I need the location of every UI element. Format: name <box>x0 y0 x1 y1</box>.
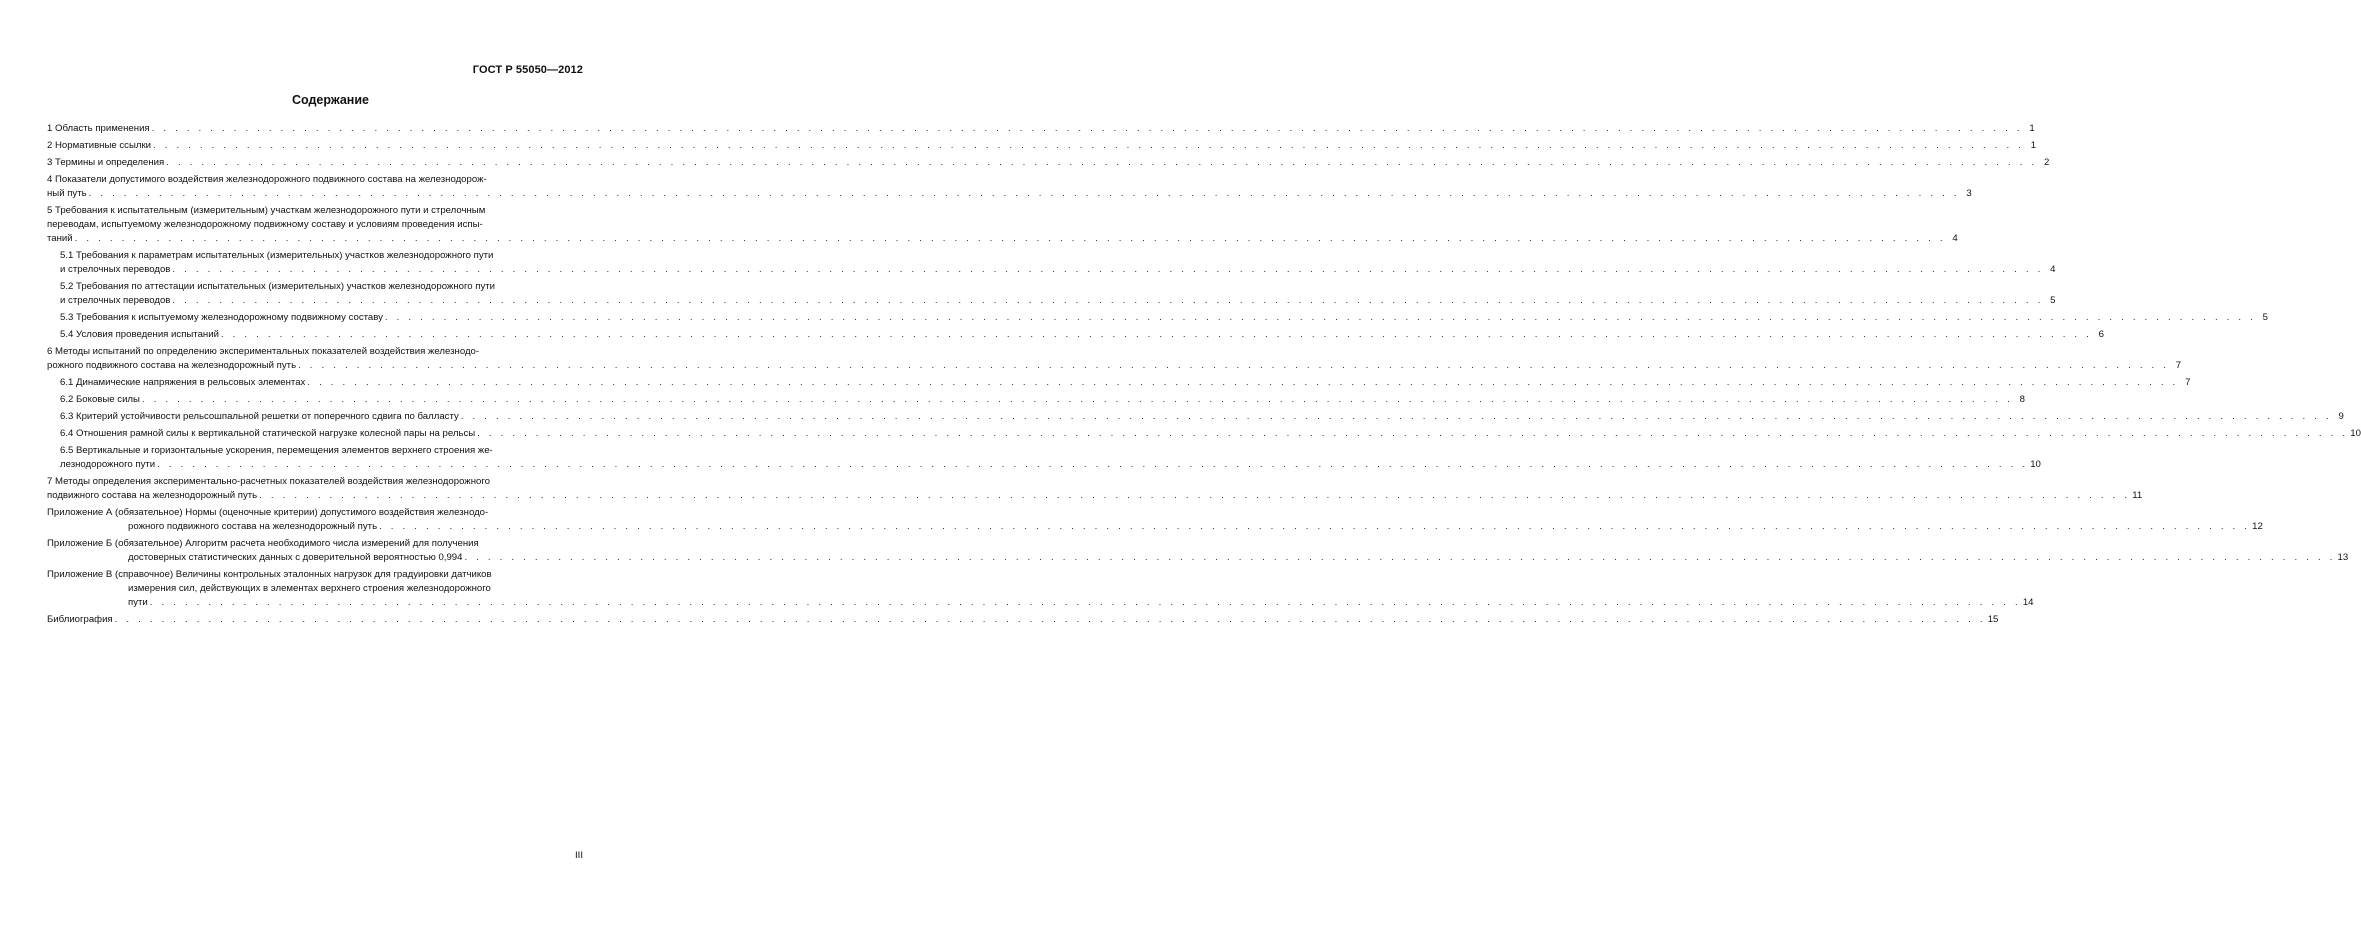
toc-entry-text: 6.5 Вертикальные и горизонтальные ускорения, перемещения элементов верхнего строения же- <box>60 445 493 456</box>
toc-entry-text: 5.1 Требования к параметрам испытательных (измерительных) участков железнодорожного пути <box>60 250 494 261</box>
dot-leader: . . . . . . . . . . . . . . . . . . . . . . . . . . . . . . . . . . . . . . . . . . . . . . . . . . . . . . . . . . . . . . . . . . . . . . . . . . . . . . . . . . . . . . . . . . . . . . . . . . . . . . . . . . . . . . . . . . . . . . . . . . . . . . . . . . . . . . . . . . . . . . . . . . . . . . . . . . . . . . . . <box>460 411 2332 422</box>
page-title: Содержание <box>291 93 369 107</box>
toc-entry[interactable] <box>60 280 2056 308</box>
toc-entry[interactable] <box>47 156 2050 170</box>
toc-entry-text: пути <box>128 597 148 608</box>
toc-entry-text: 4 Показатели допустимого воздействия железнодорожного подвижного состава на железнодорож- <box>47 174 487 185</box>
dot-leader: . . . . . . . . . . . . . . . . . . . . . . . . . . . . . . . . . . . . . . . . . . . . . . . . . . . . . . . . . . . . . . . . . . . . . . . . . . . . . . . . . . . . . . . . . . . . . . . . . . . . . . . . . . . . . . . . . . . . . . . . . . . . . . . . . . . . . . . . . . . . . . . . . . . . . . . . . . . . . . . . <box>153 140 2025 151</box>
dot-leader: . . . . . . . . . . . . . . . . . . . . . . . . . . . . . . . . . . . . . . . . . . . . . . . . . . . . . . . . . . . . . . . . . . . . . . . . . . . . . . . . . . . . . . . . . . . . . . . . . . . . . . . . . . . . . . . . . . . . . . . . . . . . . . . . . . . . . . . . . . . . . . . . . . . . . . . . . . . . . . . . <box>384 312 2256 323</box>
toc-page-number: 12 <box>2252 521 2263 532</box>
standard-number: ГОСТ Р 55050—2012 <box>472 64 583 76</box>
toc-page-number: 15 <box>1987 614 1999 625</box>
toc-entry-text: лезнодорожного пути <box>60 459 156 470</box>
dot-leader: . . . . . . . . . . . . . . . . . . . . . . . . . . . . . . . . . . . . . . . . . . . . . . . . . . . . . . . . . . . . . . . . . . . . . . . . . . . . . . . . . . . . . . . . . . . . . . . . . . . . . . . . . . . . . . . . . . . . . . . . . . . . . . . . . . . . . . . . . . . . . . . . . . . . . . . . . . . . . . . . <box>307 377 2179 388</box>
toc-entry[interactable] <box>60 249 2056 277</box>
toc-entry-text: ный путь <box>47 188 87 199</box>
toc-entry-text: и стрелочных переводов <box>60 295 171 306</box>
toc-page-number: 10 <box>2030 459 2041 470</box>
toc-entry-text: 5.4 Условия проведения испытаний <box>60 329 219 340</box>
toc-entry-text: 1 Область применения <box>47 123 150 134</box>
page-number: III <box>575 850 583 861</box>
toc-page-number: 4 <box>2050 264 2056 275</box>
toc-page-number: 1 <box>2030 140 2037 151</box>
toc-entry-text: 5 Требования к испытательным (измерительным) участкам железнодорожного пути и стрелочным <box>47 205 486 216</box>
dot-leader: . . . . . . . . . . . . . . . . . . . . . . . . . . . . . . . . . . . . . . . . . . . . . . . . . . . . . . . . . . . . . . . . . . . . . . . . . . . . . . . . . . . . . . . . . . . . . . . . . . . . . . . . . . . . . . . . . . . . . . . . . . . . . . . . . . . . . . . . . . . . . . . . . . . . . . . . . . . . . . . . <box>74 233 1946 244</box>
toc-entry-text: 6 Методы испытаний по определению экспериментальных показателей воздействия железнодо- <box>47 346 480 357</box>
toc-entry[interactable] <box>60 328 2105 342</box>
toc-entry-text: 7 Методы определения экспериментально-расчетных показателей воздействия железнодорожного <box>47 476 490 487</box>
toc-entry-text: 6.4 Отношения рамной силы к вертикальной статической нагрузке колесной пары на рельсы <box>60 428 476 439</box>
table-of-contents <box>47 122 2361 630</box>
toc-page-number: 1 <box>2029 123 2035 134</box>
toc-page-number: 5 <box>2262 312 2268 323</box>
dot-leader: . . . . . . . . . . . . . . . . . . . . . . . . . . . . . . . . . . . . . . . . . . . . . . . . . . . . . . . . . . . . . . . . . . . . . . . . . . . . . . . . . . . . . . . . . . . . . . . . . . . . . . . . . . . . . . . . . . . . . . . . . . . . . . . . . . . . . . . . . . . . . . . . . . . . . . . . . . . . . . . . <box>88 188 1960 199</box>
toc-entry[interactable] <box>47 345 2182 373</box>
toc-entry[interactable] <box>47 506 2263 534</box>
toc-entry[interactable] <box>60 393 2025 407</box>
dot-leader: . . . . . . . . . . . . . . . . . . . . . . . . . . . . . . . . . . . . . . . . . . . . . . . . . . . . . . . . . . . . . . . . . . . . . . . . . . . . . . . . . . . . . . . . . . . . . . . . . . . . . . . . . . . . . . . . . . . . . . . . . . . . . . . . . . . . . . . . . . . . . . . . . . . . . . . . . . . . . . . . <box>464 552 2336 563</box>
toc-entry-text: рожного подвижного состава на железнодорожный путь <box>128 521 378 532</box>
dot-leader: . . . . . . . . . . . . . . . . . . . . . . . . . . . . . . . . . . . . . . . . . . . . . . . . . . . . . . . . . . . . . . . . . . . . . . . . . . . . . . . . . . . . . . . . . . . . . . . . . . . . . . . . . . . . . . . . . . . . . . . . . . . . . . . . . . . . . . . . . . . . . . . . . . . . . . . . . . . . . . . . <box>149 597 2021 608</box>
toc-entry-text: рожного подвижного состава на железнодорожный путь <box>47 360 297 371</box>
toc-page-number: 3 <box>1966 188 1972 199</box>
toc-page-number: 6 <box>2098 329 2105 340</box>
dot-leader: . . . . . . . . . . . . . . . . . . . . . . . . . . . . . . . . . . . . . . . . . . . . . . . . . . . . . . . . . . . . . . . . . . . . . . . . . . . . . . . . . . . . . . . . . . . . . . . . . . . . . . . . . . . . . . . . . . . . . . . . . . . . . . . . . . . . . . . . . . . . . . . . . . . . . . . . . . . . . . . . <box>157 459 2029 470</box>
toc-page-number: 10 <box>2350 428 2361 439</box>
toc-entry-text: подвижного состава на железнодорожный путь <box>47 490 258 501</box>
toc-entry-text: Приложение Б (обязательное) Алгоритм расчета необходимого числа измерений для получения <box>47 538 479 549</box>
toc-entry[interactable] <box>47 122 2035 136</box>
toc-entry-text: измерения сил, действующих в элементах верхнего строения железнодорожного <box>128 583 491 594</box>
toc-entry[interactable] <box>60 376 2191 390</box>
toc-page-number: 5 <box>2050 295 2056 306</box>
toc-entry[interactable] <box>47 173 1972 201</box>
toc-entry-text: 6.3 Критерий устойчивости рельсошпальной решетки от поперечного сдвига по балласту <box>60 411 459 422</box>
toc-entry[interactable] <box>47 204 1958 246</box>
toc-page-number: 7 <box>2175 360 2182 371</box>
toc-entry[interactable] <box>47 139 2037 153</box>
toc-entry[interactable] <box>60 427 2361 441</box>
toc-entry-text: Приложение А (обязательное) Нормы (оценочные критерии) допустимого воздействия железнодо- <box>47 507 489 518</box>
toc-entry-text: 5.2 Требования по аттестации испытательных (измерительных) участков железнодорожного пути <box>60 281 496 292</box>
toc-entry[interactable] <box>47 475 2143 503</box>
toc-entry-text: 5.3 Требования к испытуемому железнодорожному подвижному составу <box>60 312 383 323</box>
toc-entry[interactable] <box>60 410 2344 424</box>
dot-leader: . . . . . . . . . . . . . . . . . . . . . . . . . . . . . . . . . . . . . . . . . . . . . . . . . . . . . . . . . . . . . . . . . . . . . . . . . . . . . . . . . . . . . . . . . . . . . . . . . . . . . . . . . . . . . . . . . . . . . . . . . . . . . . . . . . . . . . . . . . . . . . . . . . . . . . . . . . . . . . . . <box>298 360 2170 371</box>
toc-page-number: 13 <box>2337 552 2349 563</box>
toc-entry-text: 6.1 Динамические напряжения в рельсовых элементах <box>60 377 306 388</box>
toc-entry-text: достоверных статистических данных с доверительной вероятностью 0,994 <box>128 552 463 563</box>
dot-leader: . . . . . . . . . . . . . . . . . . . . . . . . . . . . . . . . . . . . . . . . . . . . . . . . . . . . . . . . . . . . . . . . . . . . . . . . . . . . . . . . . . . . . . . . . . . . . . . . . . . . . . . . . . . . . . . . . . . . . . . . . . . . . . . . . . . . . . . . . . . . . . . . . . . . . . . . . . . . . . . . <box>166 157 2038 168</box>
toc-page-number: 11 <box>2132 490 2143 501</box>
toc-entry[interactable] <box>47 613 1999 627</box>
toc-entry[interactable] <box>47 568 2034 610</box>
dot-leader: . . . . . . . . . . . . . . . . . . . . . . . . . . . . . . . . . . . . . . . . . . . . . . . . . . . . . . . . . . . . . . . . . . . . . . . . . . . . . . . . . . . . . . . . . . . . . . . . . . . . . . . . . . . . . . . . . . . . . . . . . . . . . . . . . . . . . . . . . . . . . . . . . . . . . . . . . . . . . . . . <box>172 295 2044 306</box>
dot-leader: . . . . . . . . . . . . . . . . . . . . . . . . . . . . . . . . . . . . . . . . . . . . . . . . . . . . . . . . . . . . . . . . . . . . . . . . . . . . . . . . . . . . . . . . . . . . . . . . . . . . . . . . . . . . . . . . . . . . . . . . . . . . . . . . . . . . . . . . . . . . . . . . . . . . . . . . . . . . . . . . <box>259 490 2131 501</box>
toc-entry-text: 3 Термины и определения <box>47 157 165 168</box>
toc-entry-text: Библиография <box>47 614 113 625</box>
dot-leader: . . . . . . . . . . . . . . . . . . . . . . . . . . . . . . . . . . . . . . . . . . . . . . . . . . . . . . . . . . . . . . . . . . . . . . . . . . . . . . . . . . . . . . . . . . . . . . . . . . . . . . . . . . . . . . . . . . . . . . . . . . . . . . . . . . . . . . . . . . . . . . . . . . . . . . . . . . . . . . . . <box>379 521 2251 532</box>
toc-page-number: 4 <box>1952 233 1958 244</box>
toc-entry-text: 6.2 Боковые силы <box>60 394 140 405</box>
toc-page-number: 14 <box>2022 597 2034 608</box>
dot-leader: . . . . . . . . . . . . . . . . . . . . . . . . . . . . . . . . . . . . . . . . . . . . . . . . . . . . . . . . . . . . . . . . . . . . . . . . . . . . . . . . . . . . . . . . . . . . . . . . . . . . . . . . . . . . . . . . . . . . . . . . . . . . . . . . . . . . . . . . . . . . . . . . . . . . . . . . . . . . . . . . <box>477 428 2349 439</box>
toc-entry[interactable] <box>60 311 2268 325</box>
toc-entry-text: и стрелочных переводов <box>60 264 171 275</box>
dot-leader: . . . . . . . . . . . . . . . . . . . . . . . . . . . . . . . . . . . . . . . . . . . . . . . . . . . . . . . . . . . . . . . . . . . . . . . . . . . . . . . . . . . . . . . . . . . . . . . . . . . . . . . . . . . . . . . . . . . . . . . . . . . . . . . . . . . . . . . . . . . . . . . . . . . . . . . . . . . . . . . . <box>151 123 2023 134</box>
toc-page-number: 2 <box>2043 157 2050 168</box>
dot-leader: . . . . . . . . . . . . . . . . . . . . . . . . . . . . . . . . . . . . . . . . . . . . . . . . . . . . . . . . . . . . . . . . . . . . . . . . . . . . . . . . . . . . . . . . . . . . . . . . . . . . . . . . . . . . . . . . . . . . . . . . . . . . . . . . . . . . . . . . . . . . . . . . . . . . . . . . . . . . . . . . <box>220 329 2093 340</box>
toc-entry-text: таний <box>47 233 73 244</box>
toc-entry[interactable] <box>60 444 2041 472</box>
toc-page-number: 7 <box>2185 377 2191 388</box>
toc-entry[interactable] <box>47 537 2349 565</box>
toc-entry-text: переводам, испытуемому железнодорожному подвижному составу и условиям проведения испы- <box>47 219 483 230</box>
toc-entry-text: 2 Нормативные ссылки <box>47 140 152 151</box>
dot-leader: . . . . . . . . . . . . . . . . . . . . . . . . . . . . . . . . . . . . . . . . . . . . . . . . . . . . . . . . . . . . . . . . . . . . . . . . . . . . . . . . . . . . . . . . . . . . . . . . . . . . . . . . . . . . . . . . . . . . . . . . . . . . . . . . . . . . . . . . . . . . . . . . . . . . . . . . . . . . . . . . <box>141 394 2013 405</box>
toc-page-number: 8 <box>2019 394 2025 405</box>
toc-page-number: 9 <box>2338 411 2344 422</box>
dot-leader: . . . . . . . . . . . . . . . . . . . . . . . . . . . . . . . . . . . . . . . . . . . . . . . . . . . . . . . . . . . . . . . . . . . . . . . . . . . . . . . . . . . . . . . . . . . . . . . . . . . . . . . . . . . . . . . . . . . . . . . . . . . . . . . . . . . . . . . . . . . . . . . . . . . . . . . . . . . . . . . . <box>114 614 1986 625</box>
dot-leader: . . . . . . . . . . . . . . . . . . . . . . . . . . . . . . . . . . . . . . . . . . . . . . . . . . . . . . . . . . . . . . . . . . . . . . . . . . . . . . . . . . . . . . . . . . . . . . . . . . . . . . . . . . . . . . . . . . . . . . . . . . . . . . . . . . . . . . . . . . . . . . . . . . . . . . . . . . . . . . . . <box>172 264 2044 275</box>
toc-entry-text: Приложение В (справочное) Величины контрольных эталонных нагрузок для градуировки датчиков <box>47 569 492 580</box>
